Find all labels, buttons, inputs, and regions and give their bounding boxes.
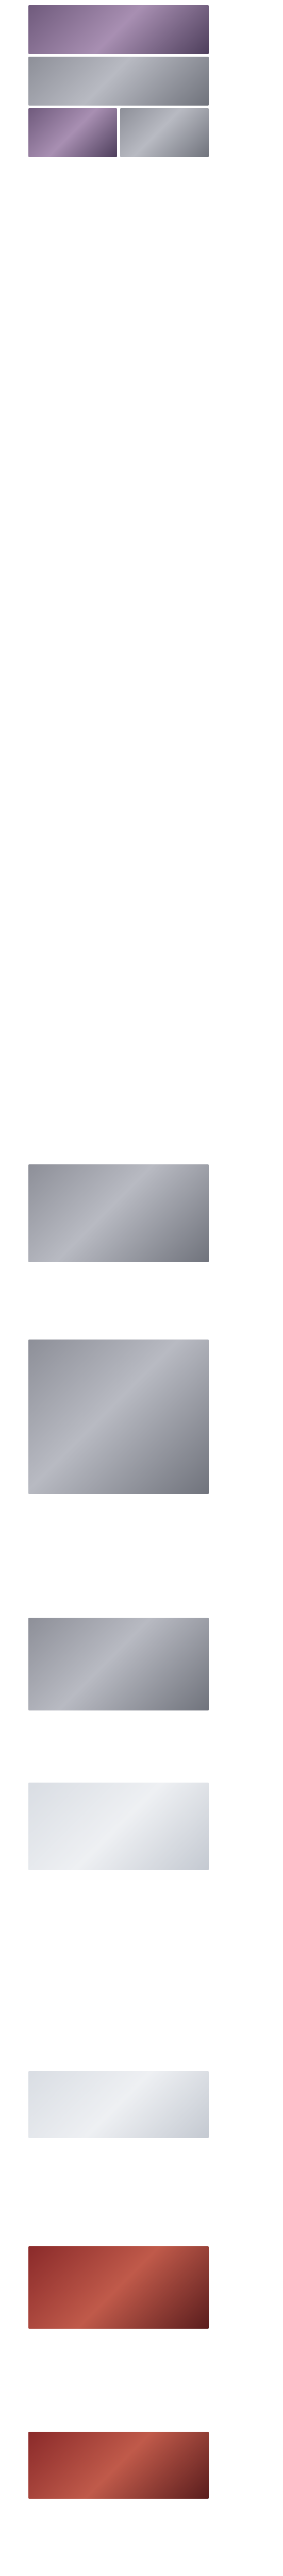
- photo-09: [28, 2071, 209, 2138]
- photo-01: [28, 5, 209, 54]
- photo-03: [28, 108, 117, 157]
- photo-04: [120, 108, 209, 157]
- photo-05: [28, 1164, 209, 1262]
- photo-10: [28, 2246, 209, 2329]
- photo-06: [28, 1340, 209, 1494]
- photo-07: [28, 1618, 209, 1710]
- photo-02: [28, 57, 209, 106]
- photo-11: [28, 2432, 209, 2499]
- photo-08: [28, 1783, 209, 1870]
